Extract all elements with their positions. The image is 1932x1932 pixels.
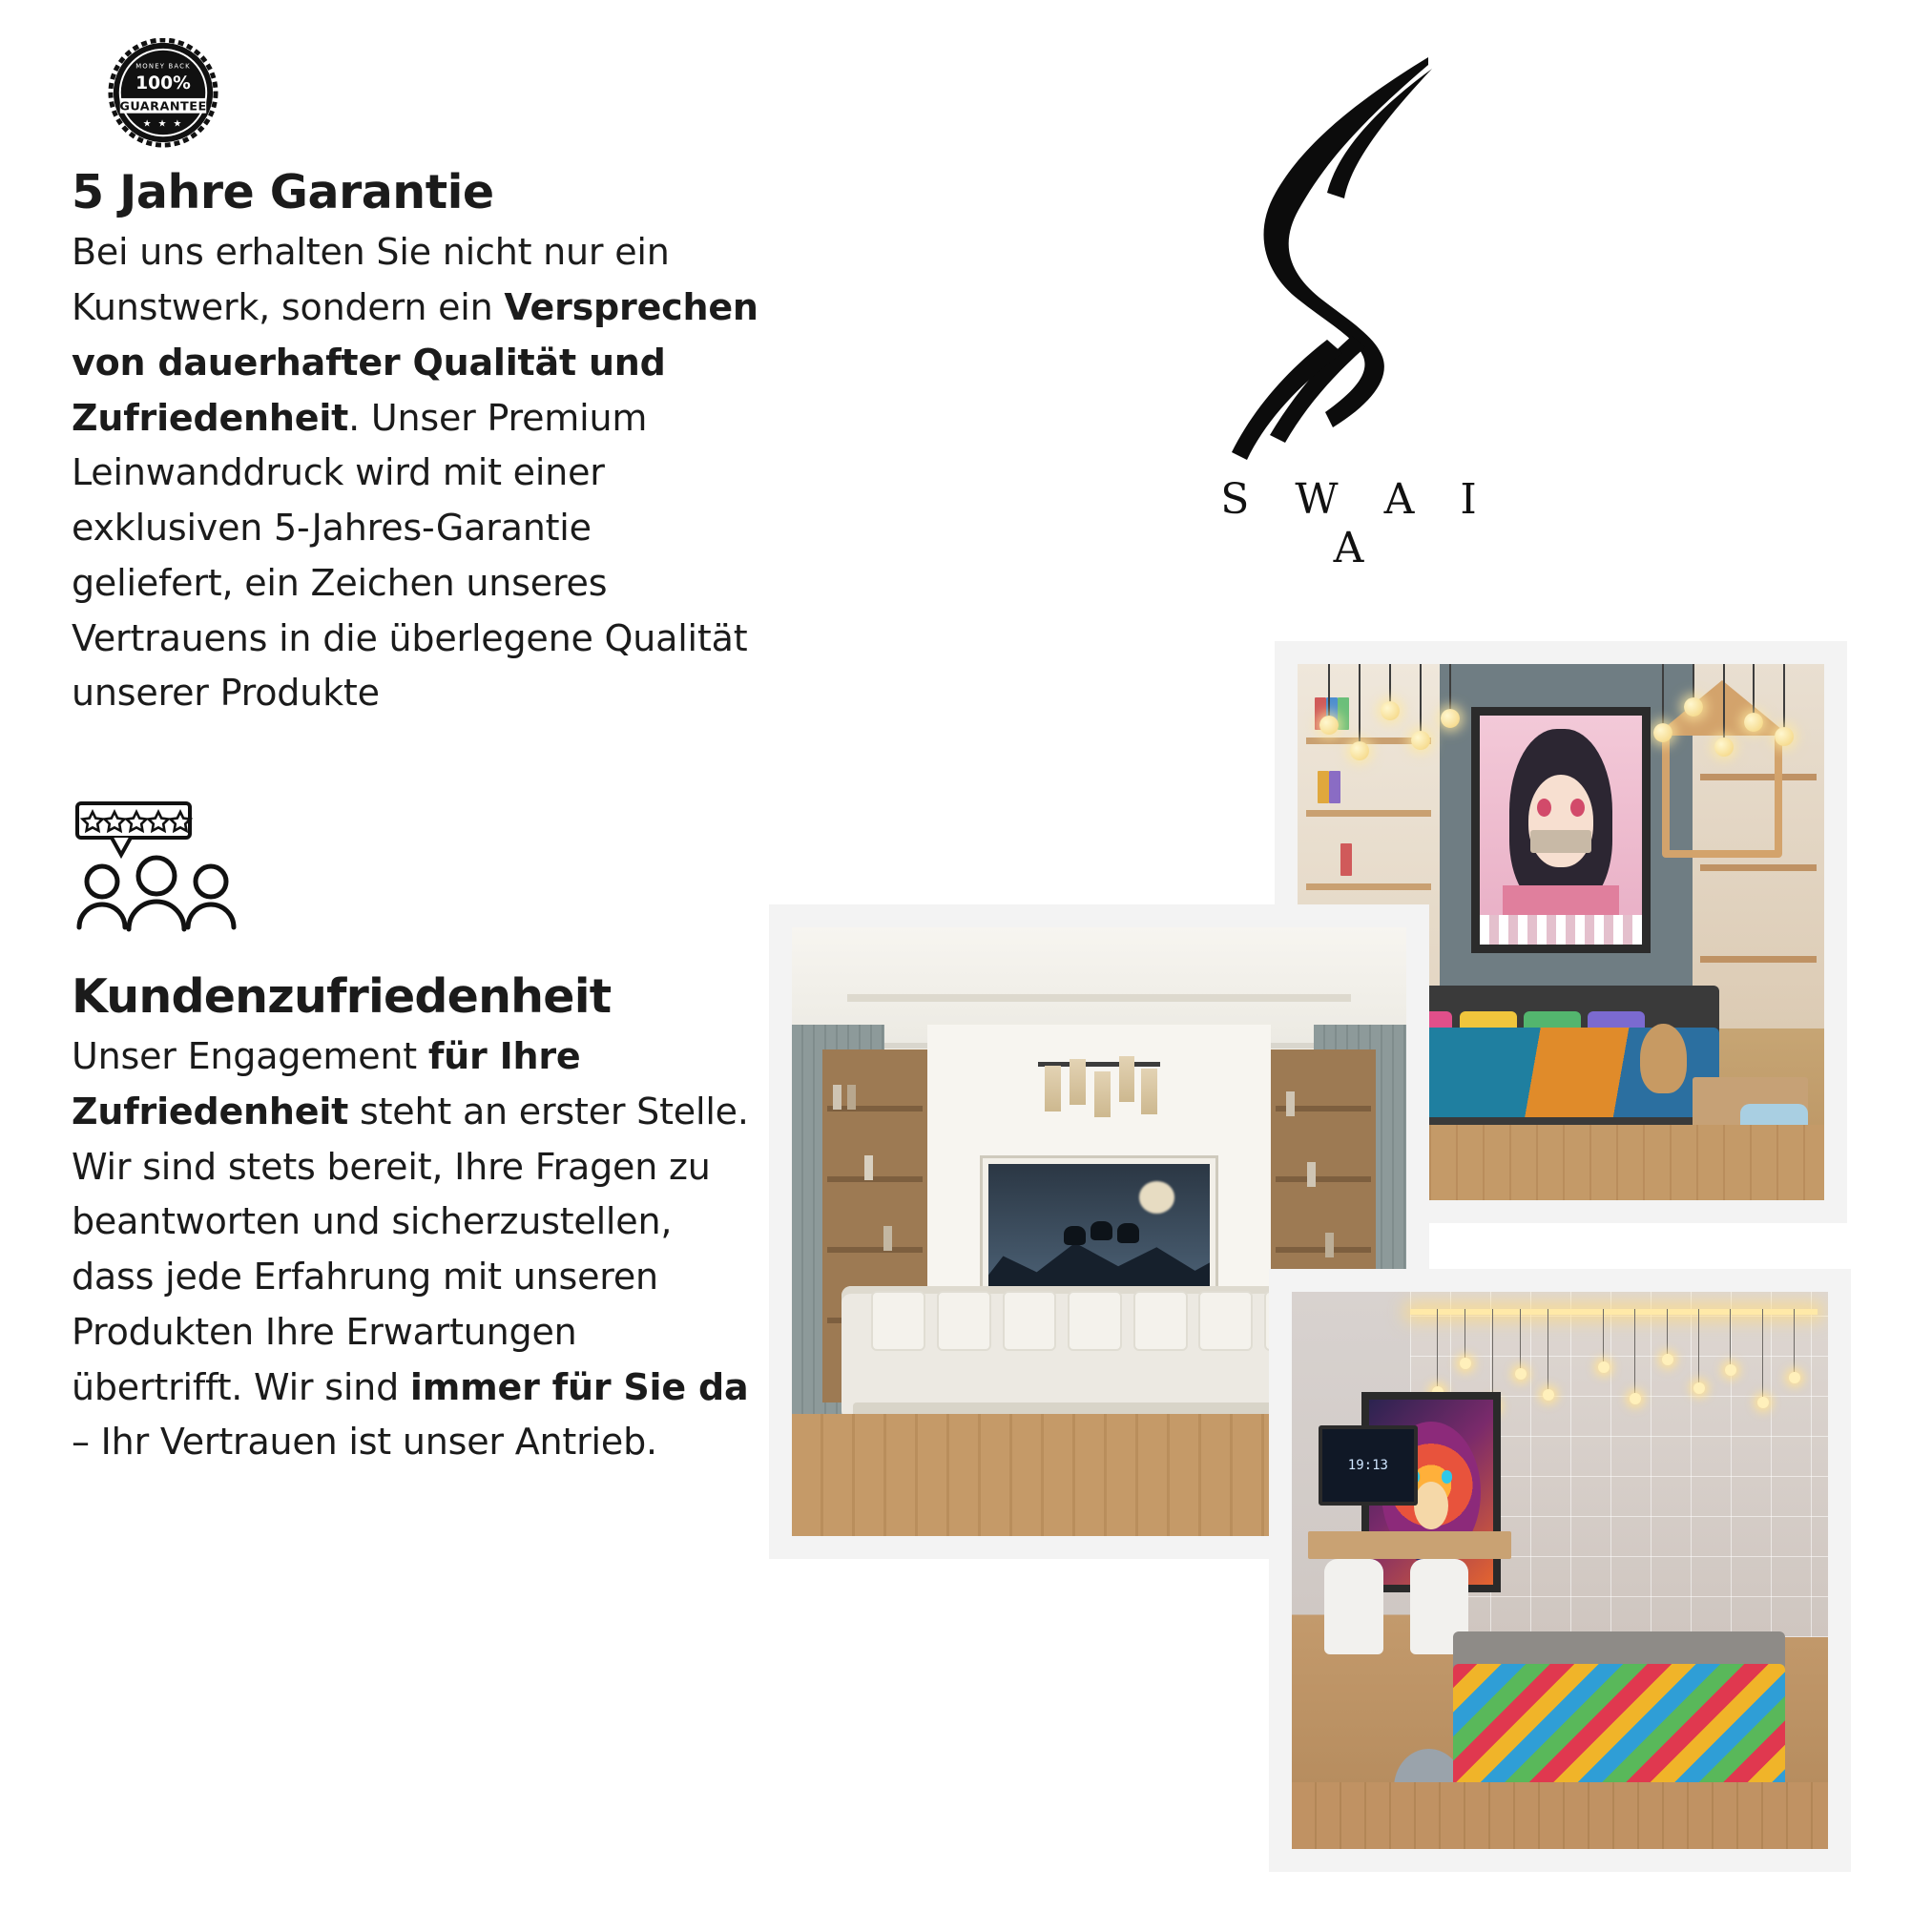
desk xyxy=(1308,1531,1512,1559)
section-text-kundenzufriedenheit xyxy=(72,1029,758,1470)
text-part-bold: Versprechen von dauerhafter Qualität und Zufriedenheit xyxy=(72,286,758,439)
text-part: – Ihr Vertrauen ist unser Antrieb. xyxy=(72,1421,657,1464)
section-title-garantie: 5 Jahre Garantie xyxy=(72,165,494,219)
section-title-kundenzufriedenheit: Kundenzufriedenheit xyxy=(72,969,612,1025)
money-back-guarantee-badge-icon xyxy=(69,38,258,151)
text-part: Bei uns erhalten Sie nicht nur ein Kunstwerk, sondern ein xyxy=(72,231,670,329)
section-text-garantie xyxy=(72,225,758,721)
chandelier xyxy=(1038,1037,1161,1116)
text-part-bold: immer für Sie da xyxy=(409,1365,749,1408)
anime-poster-artwork xyxy=(1471,707,1651,954)
text-part: . Unser Premium Leinwanddruck wird mit einer exklusiven 5-Jahres-Garantie geliefert, ein Zeichen unseres Vertrauens in die überlegene Qualität unserer Produkte xyxy=(72,396,748,715)
text-part-bold: für Ihre Zufriedenheit xyxy=(72,1035,581,1132)
svg-text:100%: 100% xyxy=(135,73,191,94)
photo-teen-room-lion xyxy=(1269,1269,1851,1872)
svg-text:★ ★ ★: ★ ★ ★ xyxy=(142,118,184,130)
text-part: Unser Engagement xyxy=(72,1035,428,1078)
svg-text:GUARANTEE: GUARANTEE xyxy=(119,99,207,114)
swaia-s-mark-icon xyxy=(1207,57,1493,467)
svg-text:MONEY BACK: MONEY BACK xyxy=(135,62,191,71)
people-with-star-rating-icon xyxy=(72,800,243,943)
desk-chair-left xyxy=(1324,1559,1383,1653)
wall-clock-display: 19:13 xyxy=(1319,1425,1418,1506)
brand-wordmark: S W A I A xyxy=(1220,475,1493,572)
text-part: steht an erster Stelle. Wir sind stets bereit, Ihre Fragen zu beantworten und sicherzustellen, dass jede Erfahrung mit unseren Produkten Ihre Erwartungen übertrifft. Wir sind xyxy=(72,1090,749,1408)
teddy-bear xyxy=(1640,1024,1688,1093)
brand-logo xyxy=(1193,57,1507,572)
canvas-artwork-wolves xyxy=(983,1158,1216,1292)
photo-image xyxy=(1292,1292,1828,1849)
left-content-column xyxy=(59,38,765,1470)
wood-floor xyxy=(1292,1782,1828,1849)
